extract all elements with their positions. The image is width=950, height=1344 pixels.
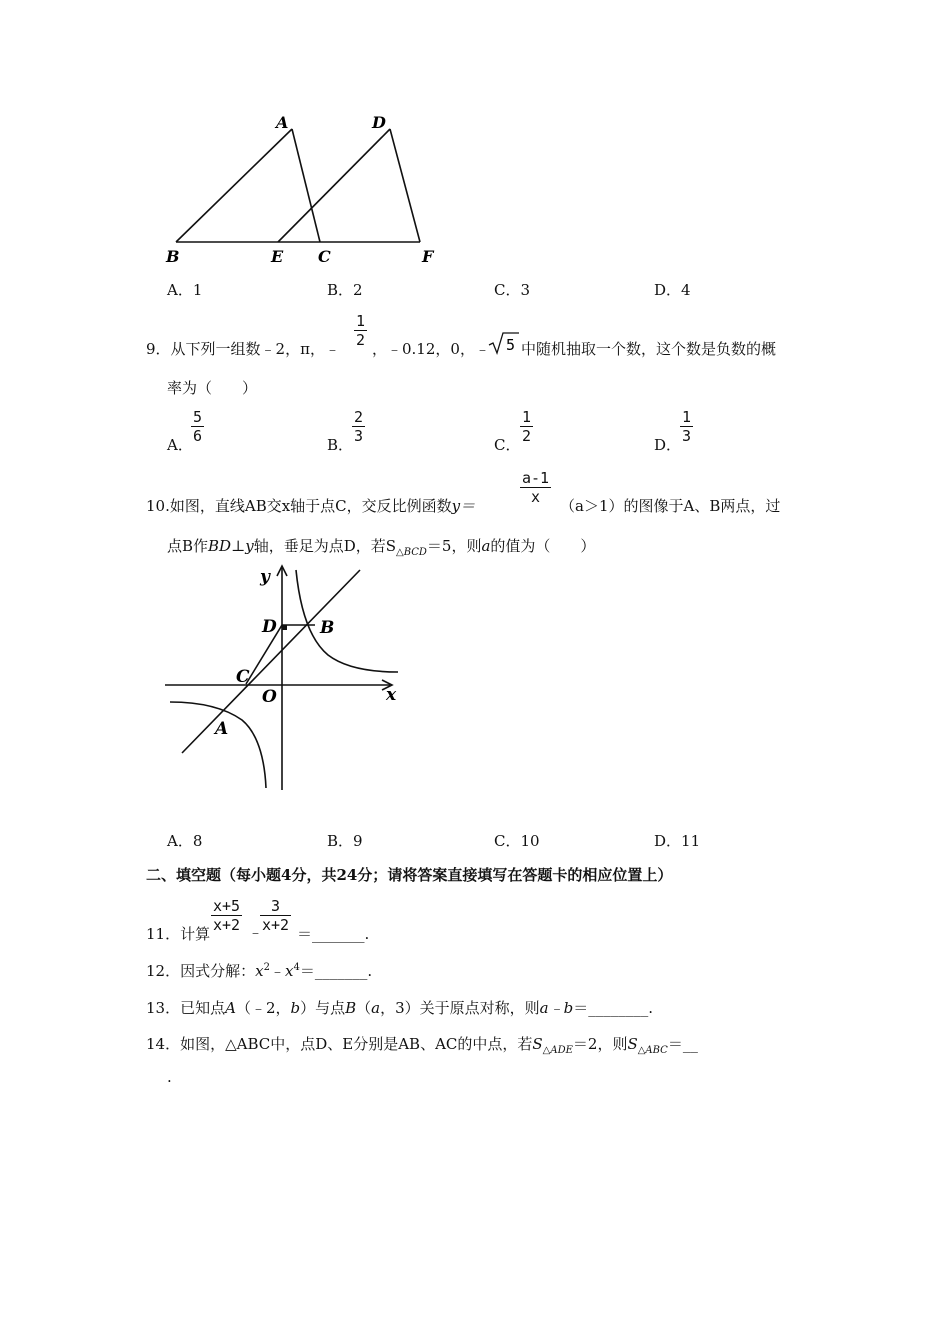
- sqrt-symbol: [487, 331, 521, 355]
- question-13: 13．已知点A（﹣2，b）与点B（a，3）关于原点对称，则a﹣b＝________.: [146, 999, 653, 1017]
- question-12: 12．因式分解：$x^2﹣x^4=\_\_\_\_\_\_\_$.: [146, 962, 373, 980]
- q10-fraction: $\frac{a-1}{x}$: [522, 469, 550, 506]
- q11-minus: ﹣: [248, 923, 264, 941]
- triangles-figure: [160, 108, 450, 268]
- q9-option-c-letter: C．: [494, 436, 521, 454]
- q8-option-c: C．3: [494, 281, 531, 299]
- q10-option-b: B．9: [327, 832, 363, 850]
- q8-option-b: B．2: [327, 281, 363, 299]
- q9-line1-start: 9．从下列一组数﹣2，π，﹣: [146, 340, 340, 358]
- q9-option-c-fraction: $\frac{1}{2}$: [522, 408, 532, 445]
- q9-option-d-letter: D．: [654, 436, 682, 454]
- q9-option-b-fraction: $\frac{2}{3}$: [354, 408, 364, 445]
- q8-option-d: D．4: [654, 281, 691, 299]
- q9-option-a-letter: A．: [167, 436, 193, 454]
- point-B-label: B: [320, 618, 335, 638]
- point-C-label: C: [236, 667, 250, 687]
- q14-line2: .: [167, 1068, 172, 1086]
- point-A-label: A: [215, 719, 229, 739]
- svg-text:5: 5: [506, 336, 516, 354]
- label-B: B: [166, 247, 180, 266]
- q14-line1: 14．如图，△ABC中，点D、E分别是AB、AC的中点，若$S_{\triangle ADE}=2$，则$S_{\triangle ABC}=\_\_$: [146, 1035, 698, 1056]
- q11-fraction-2: $\frac{3}{x+2}$: [262, 897, 290, 934]
- hyperbola-figure: [160, 560, 410, 800]
- q10-option-d: D．11: [654, 832, 701, 850]
- q10-option-c: C．10: [494, 832, 540, 850]
- q10-option-a: A．8: [167, 832, 203, 850]
- axis-y-label: y: [260, 567, 270, 587]
- q9-line2: 率为（ ）: [167, 379, 258, 397]
- q11-start: 11．计算: [146, 925, 211, 943]
- q10-line1-start: 10.如图，直线AB交x轴于点C，交反比例函数y＝: [146, 497, 476, 515]
- q9-option-d-fraction: $\frac{1}{3}$: [682, 408, 692, 445]
- label-E: E: [271, 247, 284, 266]
- label-C: C: [318, 247, 331, 266]
- q9-option-a-fraction: $\frac{5}{6}$: [193, 408, 203, 445]
- axis-x-label: x: [386, 685, 397, 705]
- q9-line1-end: 中随机抽取一个数，这个数是负数的概: [521, 340, 777, 358]
- q11-fraction-1: $\frac{x+5}{x+2}$: [213, 897, 241, 934]
- q11-answer-blank: ＝_______.: [297, 925, 370, 943]
- point-O-label: O: [262, 687, 277, 707]
- q9-fraction: $\frac{1}{2}$: [356, 312, 366, 349]
- q9-line1-mid: ，﹣0.12，0，﹣: [372, 340, 490, 358]
- label-A: A: [276, 113, 289, 132]
- q10-line2: 点B作BD⊥y轴，垂足为点D，若$S_{\triangle BCD}=5$，则a的值为（ ）: [167, 537, 596, 558]
- q10-line1-end: （a＞1）的图像于A、B两点，过: [560, 497, 781, 515]
- q8-option-a: A．1: [167, 281, 203, 299]
- label-D: D: [372, 113, 386, 132]
- point-D-label: D: [262, 617, 277, 637]
- section-2-title: 二、填空题（每小题4分，共24分；请将答案直接填写在答题卡的相应位置上）: [146, 866, 673, 884]
- q9-option-b-letter: B．: [327, 436, 354, 454]
- label-F: F: [422, 247, 434, 266]
